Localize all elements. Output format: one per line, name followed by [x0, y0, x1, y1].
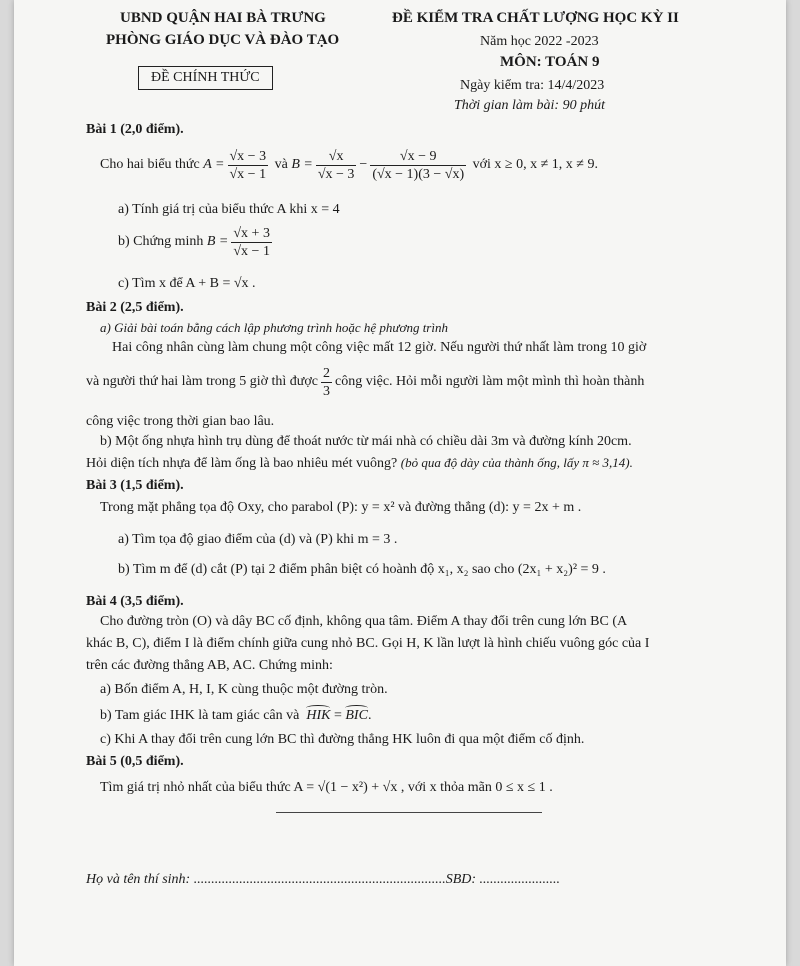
bai2-p2-before: và người thứ hai làm trong 5 giờ thì được — [86, 374, 318, 389]
angle-bic: BIC — [345, 708, 368, 723]
district-name: UBND QUẬN HAI BÀ TRƯNG — [120, 10, 326, 26]
bai2-paragraph-3: công việc trong thời gian bao lâu. — [86, 414, 275, 429]
bai4-paragraph-2: khác B, C), điểm I là điểm chính giữa cung nhỏ BC. Gọi H, K lần lượt là hình chiếu vuông góc của I — [86, 636, 650, 651]
bai1-title: Bài 1 (2,0 điểm). — [86, 122, 184, 137]
subject: MÔN: TOÁN 9 — [500, 54, 600, 70]
bai2-part-b-line2 — [86, 455, 633, 472]
part-b-fraction — [231, 225, 272, 260]
bai1-condition: với x ≥ 0, x ≠ 1, x ≠ 9. — [472, 157, 598, 172]
candidate-info-line: Họ và tên thí sinh: ........................................................................SBD: ....................... — [86, 872, 561, 887]
bai4-paragraph-1: Cho đường tròn (O) và dây BC cố định, không qua tâm. Điểm A thay đổi trên cung lớn BC (A — [100, 614, 628, 629]
exam-date: Ngày kiểm tra: 14/4/2023 — [460, 78, 605, 93]
bai4-part-b-text: b) Tam giác IHK là tam giác cân và — [100, 708, 300, 723]
bai5-text: Tìm giá trị nhỏ nhất của biểu thức A = √(1 − x²) + √x , với x thỏa mãn 0 ≤ x ≤ 1 . — [100, 780, 553, 795]
bai2-paragraph-2 — [86, 362, 644, 402]
bai1-intro: Cho hai biểu thức — [100, 157, 200, 172]
exam-paper — [14, 0, 786, 966]
bai3-intro: Trong mặt phẳng tọa độ Oxy, cho parabol (P): y = x² và đường thẳng (d): y = 2x + m . — [100, 500, 582, 515]
expr-b-frac1-numerator: √x — [316, 148, 357, 166]
expr-b-fraction1 — [316, 148, 357, 183]
angle-hik: HIK — [306, 708, 331, 723]
bai2-part-b-line1: b) Một ống nhựa hình trụ dùng để thoát nước từ mái nhà có chiều dài 3m và đường kính 20cm. — [100, 434, 632, 449]
period: . — [367, 708, 372, 723]
bai1-expressions — [100, 140, 598, 190]
bai3-part-a: a) Tìm tọa độ giao điểm của (d) và (P) khi m = 3 . — [118, 532, 398, 547]
bai1-part-a: a) Tính giá trị của biểu thức A khi x = 4 — [118, 202, 340, 217]
exam-duration: Thời gian làm bài: 90 phút — [454, 98, 605, 113]
expr-a-numerator: √x − 3 — [229, 148, 267, 164]
bai4-title: Bài 4 (3,5 điểm). — [86, 594, 184, 609]
minus-sign: − — [359, 157, 368, 172]
expr-b-fraction2 — [370, 148, 466, 183]
official-badge: ĐỀ CHÍNH THỨC — [138, 66, 273, 90]
expr-a-label: A = — [203, 157, 225, 172]
part-b-label: B = — [206, 234, 229, 249]
part-b-denominator: √x − 1 — [233, 243, 270, 259]
bai4-part-a: a) Bốn điểm A, H, I, K cùng thuộc một đường tròn. — [100, 682, 388, 697]
exam-title: ĐỀ KIỂM TRA CHẤT LƯỢNG HỌC KỲ II — [392, 10, 679, 26]
school-year: Năm học 2022 -2023 — [480, 34, 599, 49]
expr-b-frac2-numerator: √x − 9 — [370, 148, 466, 166]
bai1-part-b — [118, 222, 275, 262]
expr-b-frac1-denominator: √x − 3 — [317, 166, 355, 182]
part-b-numerator: √x + 3 — [233, 225, 270, 241]
two-thirds-fraction — [321, 365, 332, 400]
expr-a-denominator: √x − 1 — [229, 166, 267, 182]
expr-a-fraction — [228, 148, 269, 183]
fraction-denominator: 3 — [323, 383, 330, 399]
bai3-part-b: b) Tìm m để (d) cắt (P) tại 2 điểm phân biệt có hoành độ x₁, x₂ sao cho (2x₁ + x₂)² = 9 . — [118, 562, 606, 577]
fraction-numerator: 2 — [323, 365, 330, 381]
bai2-p2-after: công việc. Hỏi mỗi người làm một mình thì hoàn thành — [335, 374, 645, 389]
and-word: và — [274, 157, 288, 172]
bai1-part-c: c) Tìm x để A + B = √x . — [118, 276, 256, 291]
expr-b-frac2-denominator: (√x − 1)(3 − √x) — [372, 166, 465, 182]
equals-sign: = — [333, 708, 342, 723]
bai5-title: Bài 5 (0,5 điểm). — [86, 754, 184, 769]
bai1-part-b-text: b) Chứng minh — [118, 234, 204, 249]
bai2-part-a-intro: a) Giải bài toán bằng cách lập phương trình hoặc hệ phương trình — [100, 320, 448, 335]
bai4-part-b — [100, 708, 371, 724]
expr-b-label: B = — [291, 157, 313, 172]
bai3-title: Bài 3 (1,5 điểm). — [86, 478, 184, 493]
bai2-b2-note: (bỏ qua độ dày của thành ống, lấy π ≈ 3,14). — [400, 455, 633, 470]
bai2-title: Bài 2 (2,5 điểm). — [86, 300, 184, 315]
bai2-paragraph-1: Hai công nhân cùng làm chung một công việc mất 12 giờ. Nếu người thứ nhất làm trong 10 giờ — [112, 340, 647, 355]
bai4-paragraph-3: trên các đường thẳng AB, AC. Chứng minh: — [86, 658, 333, 673]
department-name: PHÒNG GIÁO DỤC VÀ ĐÀO TẠO — [106, 32, 340, 48]
bai2-b2-question: Hỏi diện tích nhựa để làm ống là bao nhiêu mét vuông? — [86, 456, 398, 471]
end-divider — [276, 812, 542, 813]
bai4-part-c: c) Khi A thay đổi trên cung lớn BC thì đường thẳng HK luôn đi qua một điểm cố định. — [100, 732, 585, 747]
